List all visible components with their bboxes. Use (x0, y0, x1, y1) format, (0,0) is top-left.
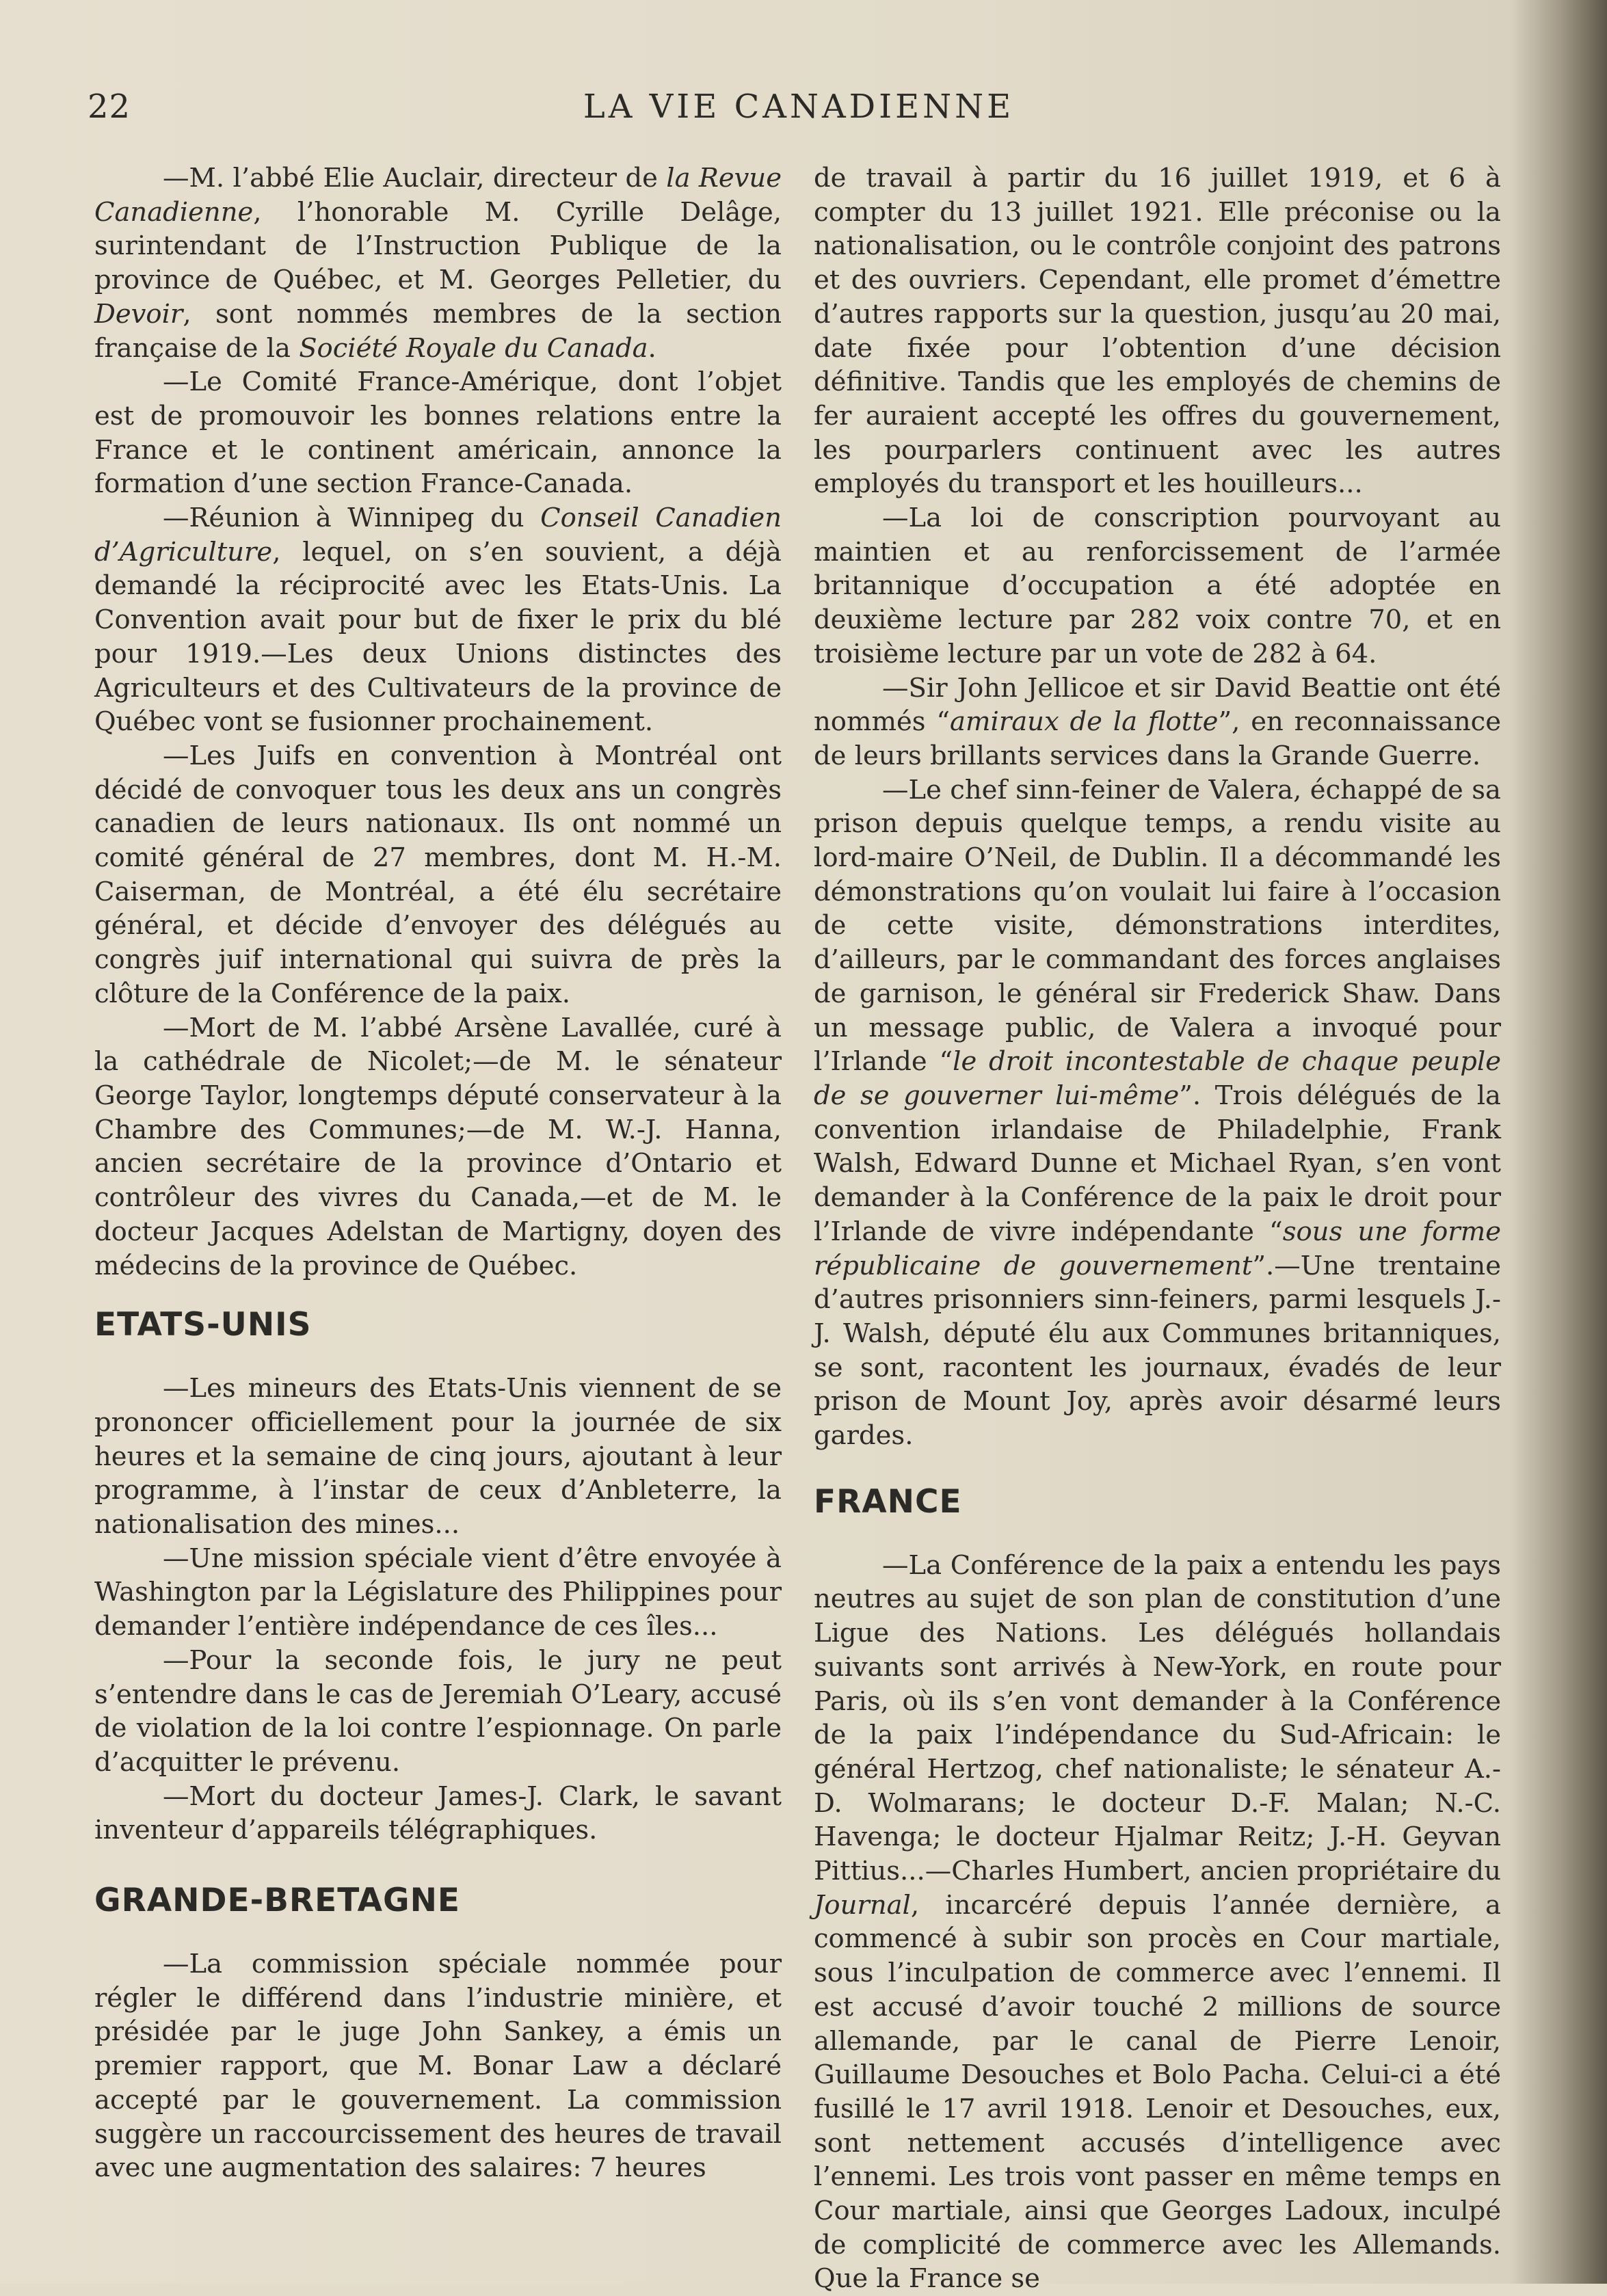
paragraph: —Pour la seconde fois, le jury ne peut s’entendre dans le cas de Jeremiah O’Leary, accusé de violation de la loi contre l’espionnage. On parle d’acquitter le prévenu. (94, 1644, 782, 1778)
section-heading-grande-bretagne: GRANDE-BRETAGNE (94, 1882, 461, 1920)
paragraph: —Les mineurs des Etats-Unis viennent de se prononcer officiellement pour la journée de six heures et la semaine de cinq jours, ajoutant à leur programme, à l’instar de ceux d’Anbleterre, la nationalisation des mines... (94, 1373, 782, 1540)
paragraph: —Le Comité France-Amérique, dont l’objet est de promouvoir les bonnes relations entre la France et le continent américain, annonce la formation d’une section France-Canada. (94, 366, 782, 500)
paragraph: —Sir John Jellicoe et sir David Beattie ont été nommés “amiraux de la flotte”, en reconnaissance de leurs brillants services dans la Grande Guerre. (814, 672, 1502, 771)
paragraph: —La Conférence de la paix a entendu les pays neutres au sujet de son plan de constitution d’une Ligue des Nations. Les délégués hollandais suivants sont arrivés à New-York, en route pour Paris, où ils s’en vont demander à la Conférence de la paix l’indépendance du Sud-Africain: le général Hertzog, chef nationaliste; le sénateur A.-D. Wolmarans; le docteur D.-F. Malan; N.-C. Havenga; le docteur Hjalmar Reitz; J.-H. Geyvan Pittius...—Charles Humbert, ancien propriétaire du Journal, incarcéré depuis l’année dernière, a commencé à subir son procès en Cour martiale, sous l’inculpation de commerce avec l’ennemi. Il est accusé d’avoir touché 2 millions de source allemande, par le canal de Pierre Lenoir, Guillaume Desouches et Bolo Pacha. Celui-ci a été fusillé le 17 avril 1918. Lenoir et Desouches, eux, sont nettement accusés d’intelligence avec l’ennemi. Les trois vont passer en même temps en Cour martiale, ainsi que Georges Ladoux, inculpé de complicité de commerce avec les Allemands. Que la France se (814, 1549, 1501, 2295)
right-column (814, 161, 1501, 2296)
paragraph: —Le chef sinn-feiner de Valera, échappé de sa prison depuis quelque temps, a rendu visite au lord-maire O’Neil, de Dublin. Il a décommandé les démonstrations qu’on voulait lui faire à l’occasion de cette visite, démonstrations interdites, d’ailleurs, par le commandant des forces anglaises de garnison, le général sir Frederick Shaw. Dans un message public, de Valera a invoqué pour l’Irlande “le droit incontestable de chaque peuple de se gouverner lui-même”. Trois délégués de la convention irlandaise de Philadelphie, Frank Walsh, Edward Dunne et Michael Ryan, s’en vont demander à la Conférence de la paix le droit pour l’Irlande de vivre indépendante “sous une forme républicaine de gouvernement”.—Une trentaine d’autres prisonniers sinn-feiners, parmi lesquels J.-J. Walsh, député élu aux Communes britanniques, se sont, racontent les journaux, évadés de leur prison de Mount Joy, après avoir désarmé leurs gardes. (814, 774, 1502, 1452)
paragraph: —M. l’abbé Elie Auclair, directeur de la Revue Canadienne, l’honorable M. Cyrille Delâge, surintendant de l’Instruction Publique de la province de Québec, et M. Georges Pelletier, du Devoir, sont nommés membres de la section française de la Société Royale du Canada. (94, 163, 782, 364)
left-column (94, 161, 782, 2185)
paragraph: —La commission spéciale nommée pour régler le différend dans l’industrie minière, et présidée par le juge John Sankey, a émis un premier rapport, que M. Bonar Law a déclaré accepté par le gouvernement. La commission suggère un raccourcissement des heures de travail avec une augmentation des salaires: 7 heures (94, 1949, 782, 2184)
paragraph: —Réunion à Winnipeg du Conseil Canadien d’Agriculture, lequel, on s’en souvient, a déjà demandé la réciprocité avec les Etats-Unis. La Convention avait pour but de fixer le prix du blé pour 1919.—Les deux Unions distinctes des Agriculteurs et des Cultivateurs de la province de Québec vont se fusionner prochainement. (94, 503, 782, 738)
page-number: 22 (88, 88, 131, 126)
section-heading-etats-unis: ETATS-UNIS (94, 1306, 312, 1344)
paragraph: —Mort du docteur James-J. Clark, le savant inventeur d’appareils télégraphiques. (94, 1780, 782, 1846)
section-heading-france: FRANCE (814, 1482, 962, 1521)
paragraph: —Mort de M. l’abbé Arsène Lavallée, curé à la cathédrale de Nicolet;—de M. le sénateur George Taylor, longtemps député conservateur à la Chambre des Communes;—de M. W.-J. Hanna, ancien secrétaire de la province d’Ontario et contrôleur des vivres du Canada,—et de M. le docteur Jacques Adelstan de Martigny, doyen des médecins de la province de Québec. (94, 1012, 782, 1281)
paragraph: —Les Juifs en convention à Montréal ont décidé de convoquer tous les deux ans un congrès canadien de leurs nationaux. Ils ont nommé un comité général de 27 membres, dont M. H.-M. Caiserman, de Montréal, a été élu secrétaire général, et décide d’envoyer des délégués au congrès juif international qui suivra de près la clôture de la Conférence de la paix. (94, 740, 782, 1009)
paragraph: —La loi de conscription pourvoyant au maintien et au renforcissement de l’armée britannique d’occupation a été adoptée en deuxième lecture par 282 voix contre 70, et en troisième lecture par un vote de 282 à 64. (814, 503, 1501, 669)
paragraph-continued: de travail à partir du 16 juillet 1919, et 6 à compter du 13 juillet 1921. Elle préconise ou la nationalisation, ou le contrôle conjoint des patrons et des ouvriers. Cependant, elle promet d’émettre d’autres rapports sur la question, jusqu’au 20 mai, date fixée pour l’obtention d’une décision définitive. Tandis que les employés de chemins de fer auraient accepté les offres du gouvernement, les pourparlers continuent avec les autres employés du transport et les houilleurs... (814, 163, 1501, 500)
running-title: LA VIE CANADIENNE (583, 88, 1015, 126)
page-header (88, 88, 1510, 129)
paragraph: —Une mission spéciale vient d’être envoyée à Washington par la Législature des Philippines pour demander l’entière indépendance de ces îles... (94, 1543, 782, 1642)
